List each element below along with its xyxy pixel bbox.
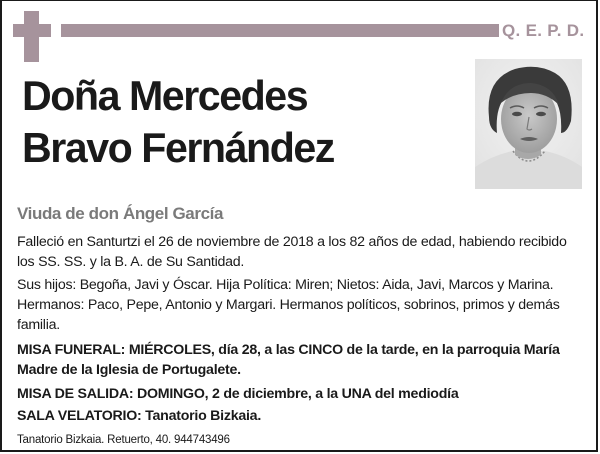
deceased-name xyxy=(22,70,453,174)
misa-funeral: MISA FUNERAL: MIÉRCOLES, día 28, a las CINCO de la tarde, en la parroquia María Madre de la Iglesia de Portugalete. xyxy=(17,342,560,378)
qepd-badge: Q. E. P. D. xyxy=(502,21,585,40)
name-line-1: Doña Mercedes xyxy=(22,72,308,119)
cross-icon-arm xyxy=(13,24,51,37)
name-line-2: Bravo Fernández xyxy=(22,124,334,171)
portrait-photo xyxy=(475,59,582,189)
family-paragraph: Sus hijos: Begoña, Javi y Óscar. Hija Política: Miren; Nietos: Aida, Javi, Marcos y Marina. Hermanos: Paco, Pepe, Antonio y Margari. Hermanos políticos, sobrinos, primos y demás familia. xyxy=(17,277,560,333)
misa-salida: MISA DE SALIDA: DOMINGO, 2 de diciembre, a la UNA del mediodía xyxy=(17,386,459,402)
death-notice-paragraph: Falleció en Santurtzi el 26 de noviembre de 2018 a los 82 años de edad, habiendo recibido los SS. SS. y la B. A. de Su Santidad. xyxy=(17,234,567,270)
funeral-home-address: Tanatorio Bizkaia. Retuerto, 40. 944743496 xyxy=(17,434,230,446)
sala-velatorio: SALA VELATORIO: Tanatorio Bizkaia. xyxy=(17,408,262,424)
header-rule xyxy=(61,24,499,37)
widow-subtitle: Viuda de don Ángel García xyxy=(17,204,224,223)
